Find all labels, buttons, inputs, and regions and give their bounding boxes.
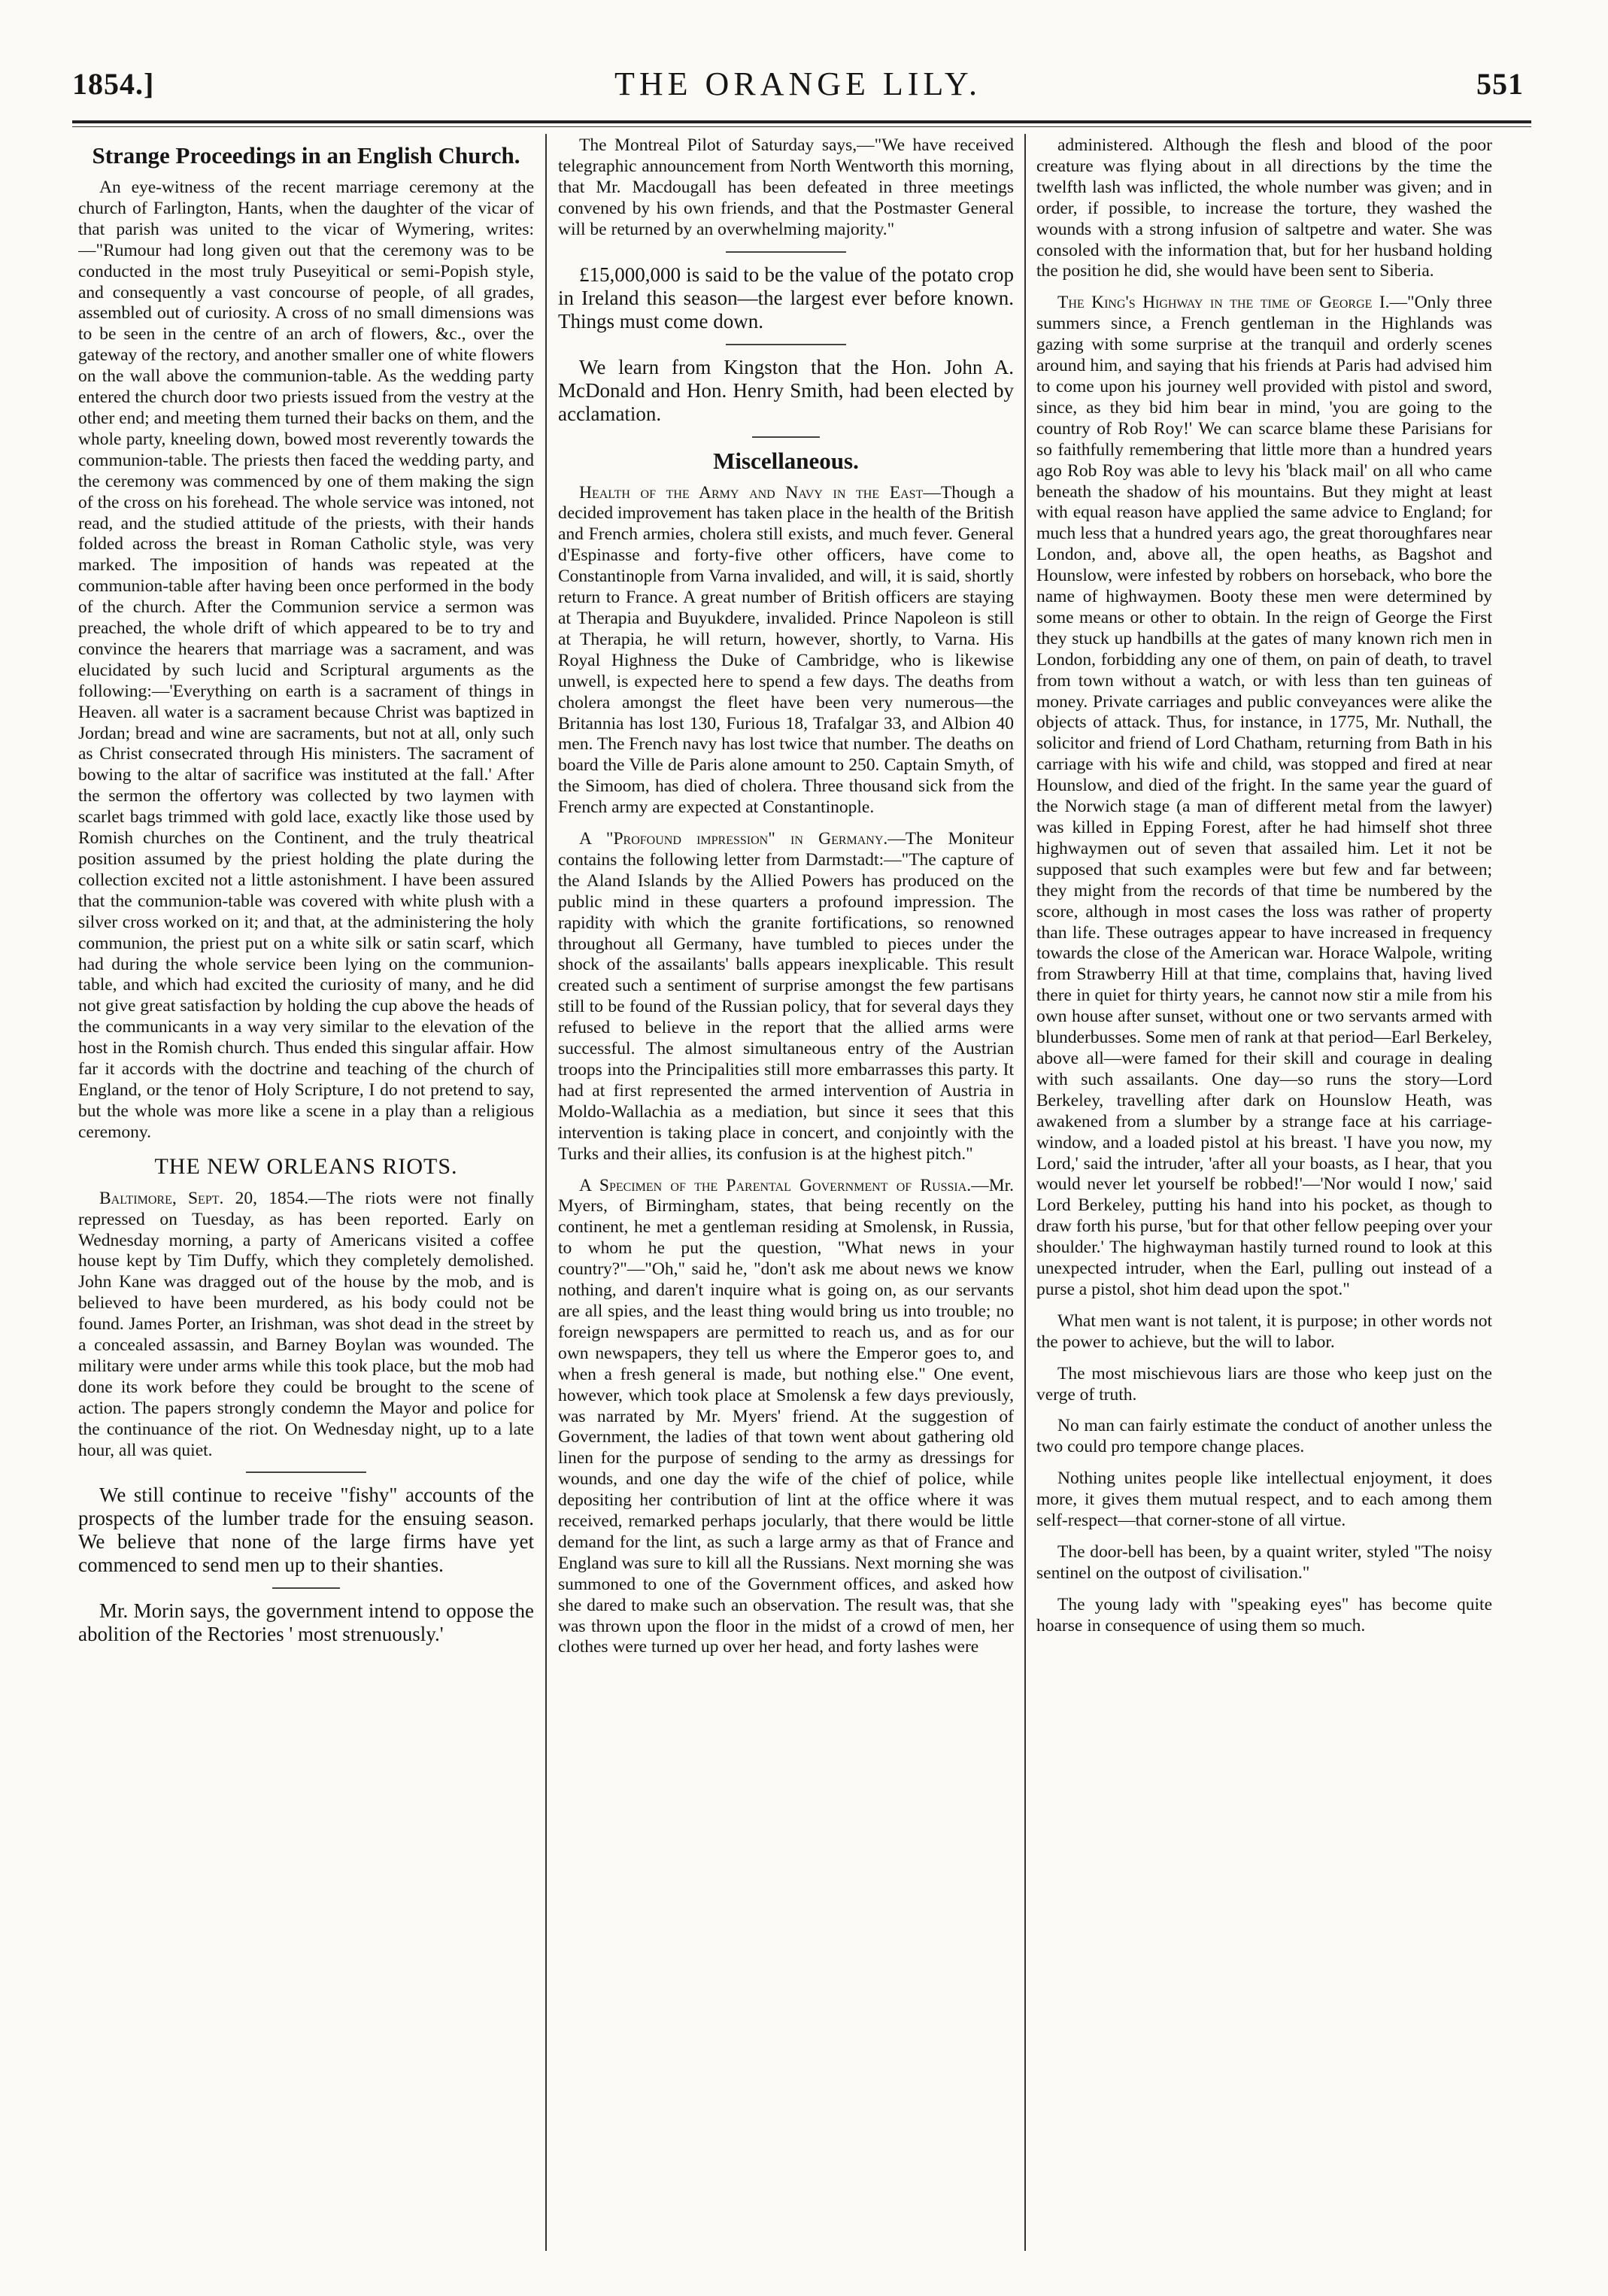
article-strange-proceedings: An eye-witness of the recent marriage ceremony at the church of Farlington, Hants, when the daughter of the vicar of that parish was united to the vicar of Wymering, writes:—"Rumour had long given out that the ceremony was to be conducted in the most truly Puseyitical or semi-Popish style, and consequently a vast concourse of people, of all grades, assembled out of curiosity. A cross of no small dimensions was to be seen in the centre of an arch of flowers, &c., over the gateway of the rectory, and another smaller one of white flowers on the wall above the communion-table. As the wedding party entered the church door two priests issued from the vestry at the other end; and meeting them turned their backs on them, and the whole party, kneeling down, bowed most reverently towards the communion-table. The priests then faced the wedding party, and the ceremony was commenced by one of them making the sign of the cross on his forehead. The whole service was intoned, not read, and the studied attitude of the priests, with their hands folded across the breast in Roman Catholic style, was very marked. The imposition of hands was repeated at the communion-table after having been once performed in the body of the church. After the Communion service a sermon was preached, the whole drift of which appeared to be to try and convince the hearers that marriage was a sacrament, and was elucidated by such lucid and Scriptural arguments as the following:—'Everything on earth is a sacrament of things in Heaven. all water is a sacrament because Christ was baptized in Jordan; bread and wine are sacraments, but not at all, only such as Christ consecrated through His ministers. The sacrament of bowing to the altar of sacrifice was instituted at the fall.' After the sermon the offertory was collected by two laymen with scarlet bags trimmed with gold lace, exactly like those used by Romish churches on the Continent, and the truly theatrical position assumed by the priest holding the plate during the collection excited not a little astonishment. I have been assured that the communion-table was covered with white plush with a silver cross worked on it; and that, at the administering the holy communion, the priest put on a white silk or satin scarf, which had during the whole service been lying on the communion-table, and which had excited the curiosity of many, and he did not give great satisfaction by holding the cup above the heads of the communicants in a way very similar to the elevation of the host in the Romish church. Thus ended this singular affair. How far it accords with the doctrine and teaching of the church of England, or the tenor of Holy Scripture, I do not pretend to say, but the whole was more like a scene in a play than a religious ceremony. (78, 178, 534, 1142)
separator (752, 436, 820, 438)
article-kingston-election: We learn from Kingston that the Hon. John A. McDonald and Hon. Henry Smith, had been elected by acclamation. (558, 355, 1014, 425)
article-new-orleans-riots (78, 1189, 534, 1462)
article-profound-impression-body: —The Moniteur contains the following letter from Darmstadt:—"The capture of the Aland Islands by the Allied Powers has produced on the public mind in these quarters a profound impression. The rapidity with which the granite fortifications, so renowned throughout all Germany, have tumbled to pieces under the shock of the assailants' balls appears inexplicable. This result created such a sentiment of surprise amongst the few partisans still to be found of the Russian policy, that for several days they refused to believe in the report that the allied arms were successful. The almost simultaneous entry of the Austrian troops into the Principalities still more embarrasses this party. It had at first represented the armed intervention of Austria in Moldo-Wallachia as a mediation, but since it sees that this intervention is taking place in concert, and conjointly with the Turks and their allies, its confusion is at the highest pitch." (558, 829, 1014, 1164)
masthead-rule-thin (72, 126, 1531, 127)
article-heading-strange-proceedings: Strange Proceedings in an English Church. (92, 142, 520, 169)
article-kings-highway-body: —"Only three summers since, a French gentleman in the Highlands was gazing with some surprise at the tranquil and orderly scenes around him, and saying that his friends at Paris had advised him to come upon his journey well provided with pistol and sword, since, as they bid him bear in mind, 'you are going to the country of Rob Roy!' We can scarce blame these Parisians for so faithfully remembering that little more than a hundred years ago Rob Roy was able to levy his 'black mail' on all who came beneath the shadow of his mountains. But they might at least with equal reason have applied the same advice to England; for much less that a hundred years ago, the great thoroughfares near London, and, above all, the open heaths, as Bagshot and Hounslow, were infested by robbers on horseback, who bore the name of highwaymen. Booty these men were determined by some means or other to obtain. In the reign of George the First they stuck up handbills at the gates of many known rich men in London, forbidding any one of them, on pain of death, to travel from town without a watch, or with less than ten guineas of money. Private carriages and public conveyances were alike the objects of attack. Thus, for instance, in 1775, Mr. Nuthall, the solicitor and friend of Lord Chatham, returning from Bath in his carriage with his wife and child, was stopped and fired at near Hounslow, and died of the fright. In the same year the guard of the Norwich stage (a man of different metal from the lawyer) was killed in Epping Forest, after he had himself shot three highwaymen out of seven that assailed him. Let it not be supposed that such examples were but few and far between; they might from the records of that time be numbered by the score, although in most cases the loss was rather of property than life. These outrages appear to have increased in frequency towards the close of the American war. Horace Walpole, writing from Strawberry Hill at that time, complains that, having lived there in quiet for thirty years, he cannot now stir a mile from his own house after sunset, without one or two servants armed with blunderbusses. Some men of rank at that period—Earl Berkeley, above all—were famed for their skill and courage in dealing with such assailants. One day—so runs the story—Lord Berkeley, travelling after dark on Hounslow Heath, was awakened from a slumber by a strange face at his carriage-window, and a loaded pistol at his breast. 'I have you now, my Lord,' said the intruder, 'after all your boasts, as I hear, that you would never let yourself be robbed!'—'Nor would I now,' said Lord Berkeley, putting his hand into his pocket, as though to draw forth his purse, 'but for that other fellow peeping over your shoulder.' The highwayman hastily turned round to look at this unexpected intruder, when the Earl, pulling out instead of a purse a pistol, shot him dead upon the spot." (1036, 293, 1492, 1299)
separator (726, 344, 846, 345)
paragraph-intellectual-enjoyment: Nothing unites people like intellectual enjoyment, it does more, it gives them mutual respect, and to each among them self-respect—that corner-stone of all virtue. (1036, 1468, 1492, 1531)
column-1 (78, 135, 534, 2243)
separator (272, 1587, 340, 1589)
separator (726, 251, 846, 253)
issue-year: 1854.] (72, 67, 155, 101)
article-parental-government-continued: administered. Although the flesh and blood of the poor creature was flying about in all directions by the time the twelfth lash was inflicted, the whole number was given; and in order, if possible, to increase the torture, they washed the wounds with a strong infusion of saltpetre and water. She was consoled with the information that, but for her husband holding the position he did, she would have been sent to Siberia. (1036, 135, 1492, 281)
article-lead: Health of the Army and Navy in the East (579, 482, 924, 503)
article-health-of-army (558, 483, 1014, 819)
article-new-orleans-riots-body: —The riots were not finally repressed on Tuesday, as has been reported. Early on Wednesday morning, a party of Americans visited a coffee house kept by Tim Duffy, which they completely demolished. John Kane was dragged out of the house by the mob, and is believed to have been murdered, as his body could not be found. James Porter, an Irishman, was shot dead in the street by a concealed assassin, and Barney Boylan was wounded. The military were under arms while this took place, but the mob had done its work before they could be brought to the scene of action. The papers strongly condemn the Mayor and police for the continuance of the riot. On Wednesday night, up to a late hour, all was quiet. (78, 1188, 534, 1460)
article-lumber-trade: We still continue to receive "fishy" accounts of the prospects of the lumber trade for the ensuing season. We believe that none of the large firms have yet commenced to send men up to their shanties. (78, 1484, 534, 1577)
article-lead: A Specimen of the Parental Government of Russia. (579, 1175, 972, 1195)
masthead (72, 59, 1524, 111)
column-2 (558, 135, 1014, 2243)
column-divider-2 (1024, 134, 1026, 2251)
page-number: 551 (1476, 67, 1524, 101)
article-potato-crop: £15,000,000 is said to be the value of the potato crop in Ireland this season—the largest ever before known. Things must come down. (558, 263, 1014, 333)
article-health-of-army-body: —Though a decided improvement has taken place in the health of the British and French armies, cholera still exists, and much fever. General d'Espinasse and forty-five other officers, have come to Constantinople from Varna invalided, and will, it is said, shortly return to France. A great number of British officers are staying at Therapia and Buyukdere, invalided. Prince Napoleon is still at Therapia, he will return, however, shortly, to Varna. His Royal Highness the Duke of Cambridge, who is likewise unwell, is expected here to spend a few days. The deaths from cholera amongst the fleet have been very numerous—the Britannia has lost 130, Furious 18, Trafalgar 33, and Albion 40 men. The French navy has lost twice that number. The deaths on board the Ville de Paris alone amount to 250. Captain Smyth, of the Simoom, has died of cholera. Three thousand sick from the French army are expected at Constantinople. (558, 482, 1014, 818)
newspaper-title: THE ORANGE LILY. (614, 65, 981, 102)
paragraph-mischievous-liars: The most mischievous liars are those who keep just on the verge of truth. (1036, 1363, 1492, 1405)
article-kings-highway (1036, 293, 1492, 1301)
article-heading-new-orleans-riots: THE NEW ORLEANS RIOTS. (154, 1153, 458, 1179)
paragraph-estimate-conduct: No man can fairly estimate the conduct of another unless the two could pro tempore change places. (1036, 1416, 1492, 1457)
section-heading-miscellaneous: Miscellaneous. (713, 447, 859, 474)
paragraph-speaking-eyes: The young lady with "speaking eyes" has become quite hoarse in consequence of using them so much. (1036, 1594, 1492, 1635)
column-divider-1 (545, 134, 547, 2251)
article-parental-government (558, 1176, 1014, 1659)
paragraph-talent-purpose: What men want is not talent, it is purpose; in other words not the power to achieve, but the will to labor. (1036, 1310, 1492, 1352)
article-rectories: Mr. Morin says, the government intend to oppose the abolition of the Rectories ' most strenuously.' (78, 1599, 534, 1646)
article-parental-government-body: —Mr. Myers, of Birmingham, states, that being recently on the continent, he met a gentleman residing at Smolensk, in Russia, to whom he put the question, "What news in your country?"—"Oh," said he, "don't ask me about news we know nothing, and daren't inquire what is going on, as our servants are all spies, and the least thing would bring us into trouble; no foreign newspapers are permitted to reach us, and as for our own newspapers, they tell us where the Emperor goes to, and when a fresh general is made, but nothing else." One event, however, which took place at Smolensk a few days previously, was narrated by Mr. Myers' friend. At the suggestion of Government, the ladies of that town went about gathering old linen for the purpose of sending to the army as dressings for wounds, and one day the wife of the chief of police, while depositing her contribution of lint at the office where it was received, remarked perhaps jocularly, that there would be little demand for the lint, as such a large army as that of France and England was sure to kill all the Russians. Next morning she was summoned to one of the Government offices, and asked how she dared to make such an observation. The result was, that she was thrown upon the floor in the midst of a crowd of men, her clothes were turned up over her head, and forty lashes were (558, 1175, 1014, 1657)
masthead-rule (72, 120, 1531, 123)
dateline: Baltimore, Sept. 20, 1854. (99, 1188, 309, 1208)
article-lead: The King's Highway in the time of George I. (1057, 293, 1390, 313)
article-montreal-pilot: The Montreal Pilot of Saturday says,—"We have received telegraphic announcement from North Wentworth this morning, that Mr. Macdougall has been defeated in three meetings convened by his own friends, and that the Postmaster General will be returned by an overwhelming majority." (558, 135, 1014, 239)
separator (246, 1471, 366, 1473)
column-3 (1036, 135, 1492, 2243)
article-lead: A "Profound impression" in Germany. (579, 829, 888, 849)
paragraph-door-bell: The door-bell has been, by a quaint writer, styled "The noisy sentinel on the outpost of civilisation." (1036, 1542, 1492, 1583)
article-profound-impression (558, 829, 1014, 1165)
